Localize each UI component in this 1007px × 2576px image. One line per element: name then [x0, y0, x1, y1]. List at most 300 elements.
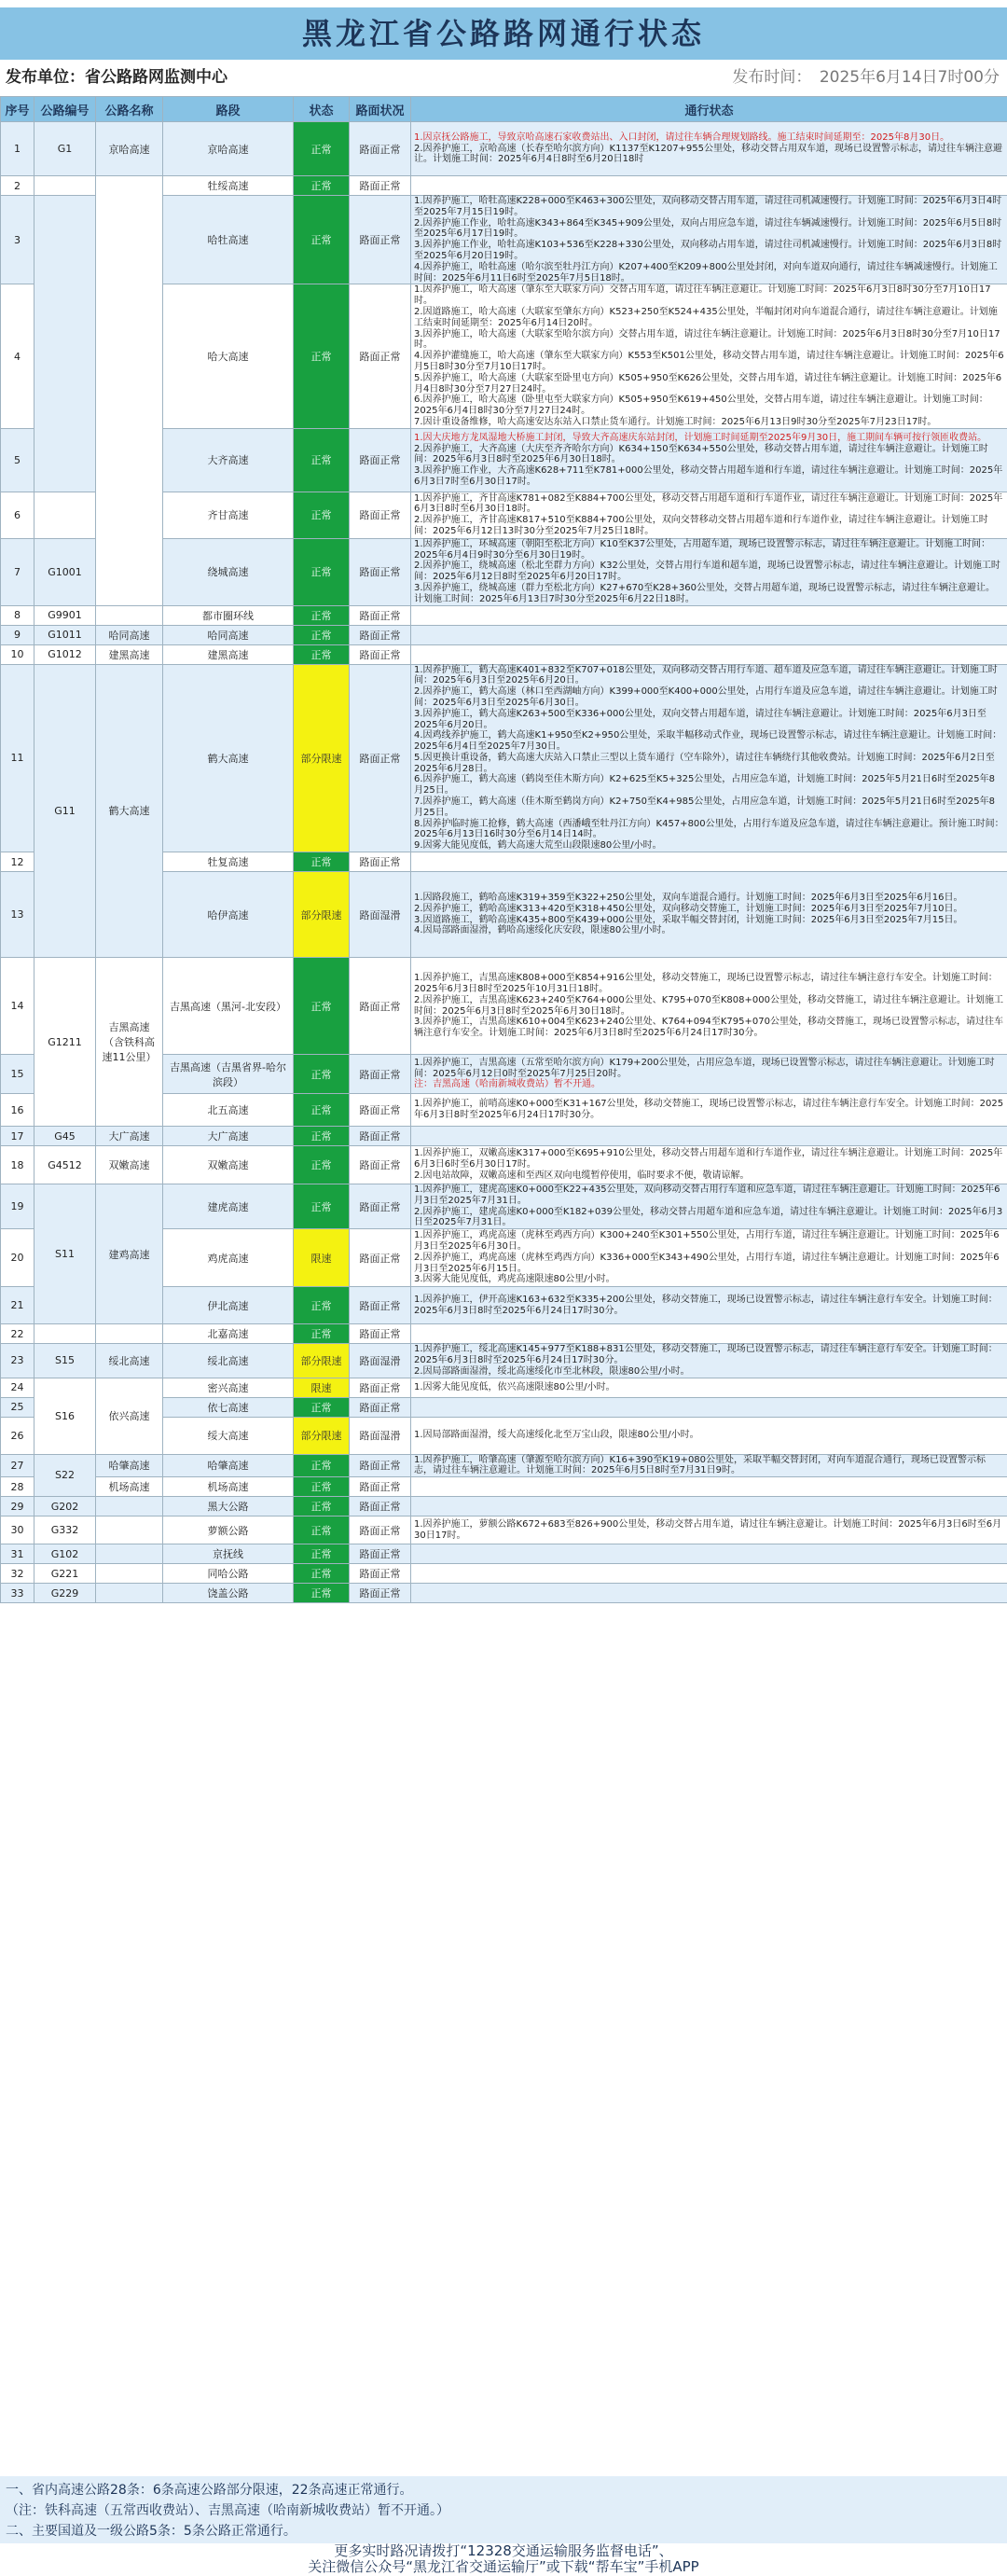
- road-section: 北嘉高速: [163, 1324, 294, 1344]
- road-condition: 路面正常: [350, 1497, 411, 1517]
- road-section: 都市圈环线: [163, 605, 294, 625]
- status-badge: 正常: [294, 1497, 350, 1517]
- info-line: 1.因养护施工，吉黑高速（五常至哈尔滨方向）K179+200公里处，占用应急车道，现场已设置警示标志，请过往车辆注意避让。计划施工时间：2025年6月12日0时至2025年7月25日20时。: [414, 1057, 995, 1079]
- status-badge: 正常: [294, 644, 350, 664]
- status-badge: 正常: [294, 196, 350, 284]
- header-no: 序号: [1, 97, 34, 122]
- road-name: [96, 1544, 163, 1564]
- status-badge: 正常: [294, 176, 350, 196]
- road-section: 哈肇高速: [163, 1454, 294, 1477]
- road-name: [96, 1324, 163, 1344]
- road-condition: 路面正常: [350, 1094, 411, 1127]
- table-header-row: [1, 97, 1007, 122]
- road-code: G202: [34, 1497, 96, 1517]
- table-row: [1, 605, 1007, 625]
- status-badge: 正常: [294, 1146, 350, 1184]
- road-name: 机场高速: [96, 1477, 163, 1497]
- table-body: [1, 122, 1007, 1603]
- road-code: G332: [34, 1517, 96, 1544]
- info-line: 5.因养护施工，哈大高速（大联家至卧里屯方向）K505+950至K626公里处，交替占用车道，请过往车辆注意避让。计划施工时间：2025年6月4日8时30分至7月27日24时。: [414, 372, 1002, 395]
- status-badge: 正常: [294, 1397, 350, 1417]
- table-row: [1, 1544, 1007, 1564]
- info-line: 2.因养护施工，齐甘高速K817+510至K884+700公里处，双向交替移动交替占用超车道和行车道作业，请过往车辆注意避让。计划施工时间：2025年6月12日13时30分至2025年7月25日18时。: [414, 515, 988, 537]
- road-condition: 路面湿滑: [350, 872, 411, 958]
- info-line: 3.因养护施工，吉黑高速K610+004至K623+240公里处、K764+094至K795+070公里处，移动交替施工，现场已设置警示标志，请过往车辆注意行车安全。计划施工时间：2025年6月3日8时至2025年6月24日17时30分。: [414, 1017, 1003, 1039]
- row-number: 15: [1, 1055, 34, 1094]
- row-number: 12: [1, 852, 34, 872]
- status-badge: 正常: [294, 538, 350, 605]
- status-badge: 正常: [294, 605, 350, 625]
- road-condition: 路面正常: [350, 625, 411, 644]
- row-number: 27: [1, 1454, 34, 1477]
- info-line: 1.因养护施工，齐甘高速K781+082至K884+700公里处，移动交替占用超车道和行车道作业，请过往车辆注意避让。计划施工时间：2025年6月3日8时至6月30日18时。: [414, 492, 1003, 515]
- status-badge: 正常: [294, 1477, 350, 1497]
- road-section: 萝额公路: [163, 1517, 294, 1544]
- traffic-info: [411, 492, 1007, 538]
- info-line: 1.因养护施工，哈肇高速（肇源至哈尔滨方向）K16+390至K19+080公里处，采取半幅交替封闭，对向车道混合通行，现场已设置警示标志，请过往车辆注意避让。计划施工时间：2025年6月5日8时至7月31日9时。: [414, 1454, 986, 1476]
- row-number: 7: [1, 538, 34, 605]
- status-badge: 部分限速: [294, 1344, 350, 1378]
- header-condition: 路面状况: [350, 97, 411, 122]
- road-code: G1211: [34, 958, 96, 1127]
- traffic-info: [411, 1477, 1007, 1497]
- status-badge: 正常: [294, 1564, 350, 1584]
- road-condition: 路面正常: [350, 1454, 411, 1477]
- traffic-info: [411, 1055, 1007, 1094]
- table-row: [1, 958, 1007, 1055]
- info-line: 2.因养护施工，鹤大高速（林口至西湖岫方向）K399+000至K400+000公里处，占用行车道及应急车道，请过往车辆注意避让。计划施工时间：2025年6月3日至2025年6月30日。: [414, 686, 998, 708]
- status-badge: 部分限速: [294, 1417, 350, 1454]
- road-code: [34, 176, 96, 196]
- summary-line: 二、主要国道及一级公路5条：5条公路正常通行。: [6, 2524, 297, 2539]
- traffic-info: [411, 1564, 1007, 1584]
- info-line: 1.因养护施工，绥北高速K145+977至K188+831公里处，移动交替施工，现场已设置警示标志，请过往车辆注意行车安全。计划施工时间：2025年6月3日8时至2025年6月24日17时30分。: [414, 1344, 998, 1366]
- traffic-info: [411, 196, 1007, 284]
- table-row: [1, 1584, 1007, 1603]
- header-info: 通行状态: [411, 97, 1007, 122]
- traffic-info: [411, 538, 1007, 605]
- row-number: 23: [1, 1344, 34, 1378]
- road-code: S15: [34, 1344, 96, 1378]
- info-line: 1.因养护施工，吉黑高速K808+000至K854+916公里处，移动交替施工，现场已设置警示标志，请过往车辆注意行车安全。计划施工时间：2025年6月3日8时至2025年10月31日18时。: [414, 973, 998, 994]
- header-code: 公路编号: [34, 97, 96, 122]
- header-status: 状态: [294, 97, 350, 122]
- summary-panel: [0, 2476, 1007, 2576]
- row-number: 26: [1, 1417, 34, 1454]
- road-section: 密兴高速: [163, 1378, 294, 1397]
- row-number: 4: [1, 284, 34, 428]
- road-name: 建黑高速: [96, 644, 163, 664]
- status-badge: 正常: [294, 122, 350, 176]
- status-badge: 正常: [294, 1184, 350, 1229]
- road-name: 绥北高速: [96, 1344, 163, 1378]
- road-section: 哈牡高速: [163, 196, 294, 284]
- row-number: 18: [1, 1146, 34, 1184]
- traffic-info: [411, 1454, 1007, 1477]
- status-badge: 正常: [294, 852, 350, 872]
- row-number: 24: [1, 1378, 34, 1397]
- status-badge: 正常: [294, 1517, 350, 1544]
- row-number: 32: [1, 1564, 34, 1584]
- road-condition: 路面正常: [350, 1477, 411, 1497]
- publish-time: 发布时间： 2025年6月14日7时00分: [732, 68, 1000, 87]
- status-badge: 正常: [294, 1094, 350, 1127]
- table-row: [1, 1477, 1007, 1497]
- road-condition: 路面正常: [350, 1127, 411, 1146]
- road-section: 双嫩高速: [163, 1146, 294, 1184]
- table-row: [1, 1146, 1007, 1184]
- status-badge: 正常: [294, 1584, 350, 1603]
- road-condition: 路面正常: [350, 1378, 411, 1397]
- traffic-info: [411, 1094, 1007, 1127]
- table-row: [1, 1378, 1007, 1397]
- info-line: 1.因养护施工，前哨高速K0+000至K31+167公里处，移动交替施工，现场已设置警示标志，请过往车辆注意行车安全。计划施工时间：2025年6月3日8时至2025年6月24日17时30分。: [414, 1099, 1004, 1121]
- info-line: 1.因养护施工，伊开高速K163+632至K335+200公里处，移动交替施工，现场已设置警示标志，请过往车辆注意行车安全。计划施工时间：2025年6月3日8时至2025年6月24日17时30分。: [414, 1294, 998, 1316]
- info-line: 2.因养护施工，绕城高速（松北至群力方向）K32公里处，交替占用行车道和超车道，现场已设置警示标志，请过往车辆注意避让。计划施工时间：2025年6月12日8时至2025年6月20日17时。: [414, 561, 1000, 583]
- road-code: G11: [34, 664, 96, 958]
- row-number: 29: [1, 1497, 34, 1517]
- row-number: 9: [1, 625, 34, 644]
- traffic-info: [411, 644, 1007, 664]
- road-code: S11: [34, 1184, 96, 1324]
- info-line: 1.因雾大能见度低，依兴高速限速80公里/小时。: [414, 1381, 615, 1392]
- info-line: 4.因局部路面湿滑，鹤哈高速绥化庆安段，限速80公里/小时。: [414, 925, 671, 936]
- header-name: 公路名称: [96, 97, 163, 122]
- row-number: 6: [1, 492, 34, 538]
- road-section: 绕城高速: [163, 538, 294, 605]
- traffic-info: [411, 958, 1007, 1055]
- info-line: 2.因养护施工，京哈高速（长春至哈尔滨方向）K1137至K1207+955公里处，移动交替占用双车道，现场已设置警示标志，请过往车辆注意避让。计划施工时间：2025年6月4日8时至6月20日18时: [414, 143, 1003, 165]
- info-line: 2.因养护施工，鸡虎高速（虎林至鸡西方向）K336+000至K343+490公里处，占用行车道，请过往车辆注意避让。计划施工时间：2025年6月3日至2025年6月15日。: [414, 1252, 1000, 1274]
- road-code: [34, 1324, 96, 1344]
- road-section: 牡复高速: [163, 852, 294, 872]
- road-name: [96, 1497, 163, 1517]
- traffic-info: [411, 284, 1007, 428]
- status-badge: 正常: [294, 1454, 350, 1477]
- info-line: 3.因雾大能见度低，鸡虎高速限速80公里/小时。: [414, 1274, 615, 1285]
- road-section: 大齐高速: [163, 428, 294, 492]
- road-code: G229: [34, 1584, 96, 1603]
- road-section: 绥北高速: [163, 1344, 294, 1378]
- row-number: 19: [1, 1184, 34, 1229]
- road-name: [96, 1584, 163, 1603]
- table-row: [1, 1344, 1007, 1378]
- info-line: 1.因养护施工，建虎高速K0+000至K22+435公里处，双向移动交替占用行车道和应急车道，请过往车辆注意避让。计划施工时间：2025年6月3日至2025年7月31日。: [414, 1184, 1000, 1206]
- info-line: 1.因养护施工，环城高速（朝阳至松北方向）K10至K37公里处，占用超车道，现场已设置警示标志，请过往车辆注意避让。计划施工时间：2025年6月4日9时30分至6月30日19时。: [414, 538, 991, 561]
- info-line: 6.因养护施工，鹤大高速（鹤岗至佳木斯方向）K2+625至K5+325公里处，占用应急车道，计划施工时间：2025年5月21日6时至2025年8月25日。: [414, 774, 996, 796]
- road-code: G102: [34, 1544, 96, 1564]
- info-line: 2.因养护施工作业，哈牡高速K343+864至K345+909公里处，双向占用应急车道，请过往车辆减速慢行。计划施工时间：2025年6月5日8时至2025年6月17日19时。: [414, 217, 1002, 240]
- table-row: [1, 664, 1007, 852]
- road-code: G1: [34, 122, 96, 176]
- status-badge: 限速: [294, 1229, 350, 1287]
- info-line: 1.因养护施工，哈大高速（肇东至大联家方向）交替占用车道，请过往车辆注意避让。计划施工时间：2025年6月3日8时30分至7月10日17时。: [414, 284, 991, 307]
- footer: [0, 2543, 1007, 2576]
- road-code: S22: [34, 1454, 96, 1497]
- info-line: 3.因养护施工，哈大高速（大联家至哈尔滨方向）交替占用车道，请过往车辆注意避让。计划施工时间：2025年6月3日8时30分至7月10日17时。: [414, 328, 1000, 351]
- status-badge: 正常: [294, 1287, 350, 1324]
- table-row: [1, 1454, 1007, 1477]
- road-code: G4512: [34, 1146, 96, 1184]
- traffic-info: [411, 1146, 1007, 1184]
- info-line: 1.因养护施工，鸡虎高速（虎林至鸡西方向）K300+240至K301+550公里处，占用行车道，请过往车辆注意避让。计划施工时间：2025年6月3日至2025年6月30日。: [414, 1230, 1000, 1253]
- road-condition: 路面正常: [350, 1229, 411, 1287]
- road-condition: 路面正常: [350, 1564, 411, 1584]
- road-name: [96, 176, 163, 606]
- road-name: [96, 1564, 163, 1584]
- status-badge: 正常: [294, 1055, 350, 1094]
- road-condition: 路面正常: [350, 1324, 411, 1344]
- info-line: 1.因局部路面湿滑，绥大高速绥化北至万宝山段，限速80公里/小时。: [414, 1430, 699, 1441]
- traffic-info: [411, 625, 1007, 644]
- road-code: G45: [34, 1127, 96, 1146]
- header-section: 路段: [163, 97, 294, 122]
- table-row: [1, 1564, 1007, 1584]
- publish-info-row: [0, 62, 1007, 93]
- road-condition: 路面正常: [350, 664, 411, 852]
- traffic-info: [411, 1497, 1007, 1517]
- summary-note: （注：铁科高速（五常西收费站）、吉黑高速（哈南新城收费站）暂不开通。）: [6, 2503, 449, 2518]
- road-condition: 路面正常: [350, 1184, 411, 1229]
- info-line: 4.因养护灌缝施工，哈大高速（肇东至大联家方向）K553至K501公里处，移动交替占用车道，请过往车辆注意避让。计划施工时间：2025年6月5日8时30分至7月10日17时。: [414, 351, 1004, 372]
- info-line: 2.因养护施工，吉黑高速K623+240至K764+000公里处、K795+070至K808+000公里处，移动交替施工，请过往车辆注意避让。计划施工时间：2025年6月3日8时至2025年6月30日18时。: [414, 994, 1003, 1017]
- road-section: 吉黑高速（黑河-北安段）: [163, 958, 294, 1055]
- row-number: 25: [1, 1397, 34, 1417]
- info-line: 2.因养护施工，建虎高速K0+000至K182+039公里处，移动交替占用超车道和应急车道，请过往车辆注意避让。计划施工时间：2025年6月3日至2025年7月31日。: [414, 1206, 1003, 1228]
- row-number: 30: [1, 1517, 34, 1544]
- traffic-info: [411, 176, 1007, 196]
- traffic-info: [411, 1287, 1007, 1324]
- road-section: 依七高速: [163, 1397, 294, 1417]
- table-row: [1, 1497, 1007, 1517]
- road-name: 大广高速: [96, 1127, 163, 1146]
- info-line: 1.因大庆地方龙凤湿地大桥施工封闭，导致大齐高速庆东站封闭，计划施工时间延期至2025年9月30日，施工期间车辆可按行领匝收费站。: [414, 432, 987, 443]
- info-line: 1.因养护施工，哈牡高速K228+000至K463+300公里处，双向移动交替占用车道，请过往司机减速慢行。计划施工时间：2025年6月3日4时至2025年7月15日19时。: [414, 196, 1002, 217]
- road-section: 齐甘高速: [163, 492, 294, 538]
- road-section: 鸡虎高速: [163, 1229, 294, 1287]
- road-name: [96, 605, 163, 625]
- traffic-info: [411, 1544, 1007, 1564]
- traffic-info: [411, 428, 1007, 492]
- road-name: 吉黑高速（含铁科高速11公里）: [96, 958, 163, 1127]
- road-section: 黑大公路: [163, 1497, 294, 1517]
- row-number: 17: [1, 1127, 34, 1146]
- road-status-table: [0, 96, 1007, 1603]
- traffic-info: [411, 872, 1007, 958]
- footer-line-1: 更多实时路况请拨打“12328交通运输服务监督电话”、: [334, 2542, 673, 2559]
- info-line: 3.因养护施工作业，大齐高速K628+711至K781+000公里处，移动交替占用超车道和行车道，请过往车辆注意避让。计划施工时间：2025年6月3日7时至6月30日17时。: [414, 465, 1003, 487]
- row-number: 16: [1, 1094, 34, 1127]
- road-name: 建鸡高速: [96, 1184, 163, 1324]
- road-section: 同哈公路: [163, 1564, 294, 1584]
- road-condition: 路面正常: [350, 538, 411, 605]
- road-condition: 路面正常: [350, 605, 411, 625]
- row-number: 28: [1, 1477, 34, 1497]
- road-name: 双嫩高速: [96, 1146, 163, 1184]
- info-line: 4.因鸡线养护施工，鹤大高速K1+950至K2+950公里处，采取半幅移动式作业，现场已设置警示标志，请过往车辆注意避让。计划施工时间：2025年6月4日至2025年7月30日。: [414, 730, 1002, 753]
- road-condition: 路面正常: [350, 428, 411, 492]
- road-code: G1012: [34, 644, 96, 664]
- info-line: 5.因更换计重设备，鹤大高速大庆站入口禁止三型以上货车通行（空车除外），请过往车辆绕行其他收费站。计划施工时间：2025年6月2日至2025年6月28日。: [414, 752, 995, 774]
- road-section: 建黑高速: [163, 644, 294, 664]
- road-section: 伊北高速: [163, 1287, 294, 1324]
- info-line: 7.因养护施工，鹤大高速（佳木斯至鹤岗方向）K2+750至K4+985公里处，占用应急车道，计划施工时间：2025年5月21日6时至2025年8月25日。: [414, 796, 996, 818]
- table-row: [1, 122, 1007, 176]
- road-section: 鹤大高速: [163, 664, 294, 852]
- road-condition: 路面湿滑: [350, 1417, 411, 1454]
- status-badge: 正常: [294, 492, 350, 538]
- table-row: [1, 1127, 1007, 1146]
- road-name: 京哈高速: [96, 122, 163, 176]
- info-line: 1.因养护施工，鹤大高速K401+832至K707+018公里处，双向移动交替占用行车道、超车道及应急车道，请过往车辆注意避让。计划施工时间：2025年6月3日至2025年6月20日。: [414, 664, 998, 686]
- info-line: 2.因养护施工，鹤哈高速K313+420至K318+450公里处，双向移动交替施工，计划施工时间：2025年6月3日至2025年7月10日。: [414, 903, 963, 914]
- info-line: 4.因养护施工，哈牡高速（哈尔滨至牡丹江方向）K207+400至K209+800公里处封闭，对向车道双向通行，请过往车辆减速慢行。计划施工时间：2025年6月11日6时至2025年7月5日18时。: [414, 261, 998, 284]
- road-name: 鹤大高速: [96, 664, 163, 958]
- table-row: [1, 625, 1007, 644]
- status-badge: 限速: [294, 1378, 350, 1397]
- road-section: 机场高速: [163, 1477, 294, 1497]
- road-condition: 路面正常: [350, 644, 411, 664]
- road-condition: 路面正常: [350, 1287, 411, 1324]
- road-condition: 路面正常: [350, 492, 411, 538]
- table-row: [1, 1517, 1007, 1544]
- row-number: 1: [1, 122, 34, 176]
- footer-line-2: 关注微信公众号“黑龙江省交通运输厅”或下载“帮车宝”手机APP: [308, 2558, 699, 2575]
- road-section: 饶盖公路: [163, 1584, 294, 1603]
- road-condition: 路面正常: [350, 284, 411, 428]
- row-number: 8: [1, 605, 34, 625]
- table-row: [1, 1184, 1007, 1229]
- summary-line: 一、省内高速公路28条：6条高速公路部分限速，22条高速正常通行。: [6, 2483, 413, 2498]
- road-name: [96, 1517, 163, 1544]
- info-line: 2.因局部路面湿滑，绥北高速绥化市至北林段，限速80公里/小时。: [414, 1365, 690, 1377]
- traffic-info: [411, 1184, 1007, 1229]
- road-name: 哈肇高速: [96, 1454, 163, 1477]
- traffic-info: [411, 1127, 1007, 1146]
- row-number: 2: [1, 176, 34, 196]
- road-code: S16: [34, 1378, 96, 1454]
- road-condition: 路面湿滑: [350, 1344, 411, 1378]
- traffic-info: [411, 1417, 1007, 1454]
- info-line: 1.因养护施工，萝额公路K672+683至826+900公里处，移动交替占用车道，请过往车辆注意避让。计划施工时间：2025年6月3日6时至6月30日17时。: [414, 1518, 1002, 1541]
- road-condition: 路面正常: [350, 1146, 411, 1184]
- road-section: 吉黑高速（吉黑省界-哈尔滨段）: [163, 1055, 294, 1094]
- status-badge: 正常: [294, 625, 350, 644]
- publisher: 发布单位：省公路路网监测中心: [6, 68, 228, 87]
- road-condition: 路面正常: [350, 196, 411, 284]
- info-line: 3.因道路施工，鹤哈高速K435+800至K439+000公里处，采取半幅交替封闭，计划施工时间：2025年6月3日至2025年7月15日。: [414, 914, 963, 925]
- row-number: 31: [1, 1544, 34, 1564]
- row-number: 22: [1, 1324, 34, 1344]
- row-number: 5: [1, 428, 34, 492]
- info-line: 3.因养护施工作业，哈牡高速K103+536至K228+330公里处，双向移动占用车道，请过往司机减速慢行。计划施工时间：2025年6月3日8时至2025年6月20日19时。: [414, 240, 1002, 261]
- row-number: 3: [1, 196, 34, 284]
- info-line: 2.因电站故障，双嫩高速和至西区双向电缆暂停使用，临时要求不便，敬请谅解。: [414, 1170, 750, 1181]
- row-number: 33: [1, 1584, 34, 1603]
- page-title: 黑龙江省公路路网通行状态: [0, 7, 1007, 60]
- info-line: 7.因计重设备维修，哈大高速安达东站入口禁止货车通行。计划施工时间：2025年6月13日9时30分至2025年7月23日17时。: [414, 416, 937, 427]
- status-badge: 正常: [294, 284, 350, 428]
- road-condition: 路面正常: [350, 1055, 411, 1094]
- traffic-info: [411, 1378, 1007, 1397]
- status-badge: 正常: [294, 1324, 350, 1344]
- traffic-info: [411, 1324, 1007, 1344]
- row-number: 14: [1, 958, 34, 1055]
- road-code: G221: [34, 1564, 96, 1584]
- road-section: 绥大高速: [163, 1417, 294, 1454]
- traffic-info: [411, 664, 1007, 852]
- road-section: 哈同高速: [163, 625, 294, 644]
- info-line: 1.因养护施工，双嫩高速K317+000至K695+910公里处，移动交替占用超车道和行车道作业，请过往车辆注意避让。计划施工时间：2025年6月3日6时至6月30日17时。: [414, 1148, 1003, 1170]
- traffic-info: [411, 605, 1007, 625]
- status-badge: 正常: [294, 1544, 350, 1564]
- road-condition: 路面正常: [350, 1584, 411, 1603]
- status-badge: 部分限速: [294, 872, 350, 958]
- row-number: 11: [1, 664, 34, 852]
- info-line: 2.因养护施工，大齐高速（大庆至齐齐哈尔方向）K634+150至K634+550公里处，移动交替占用车道，请过往车辆注意避让。计划施工时间：2025年6月3日8时至2025年6月30日18时。: [414, 443, 988, 465]
- status-badge: 正常: [294, 958, 350, 1055]
- road-code: G1001: [34, 538, 96, 605]
- table-row: [1, 1324, 1007, 1344]
- traffic-info: [411, 122, 1007, 176]
- road-code: [34, 196, 96, 492]
- road-code: G1011: [34, 625, 96, 644]
- traffic-info: [411, 1397, 1007, 1417]
- road-condition: 路面正常: [350, 958, 411, 1055]
- info-line: 8.因养护临时施工抢修，鹤大高速（西潘峨至牡丹江方向）K457+800公里处，占用行车道及应急车道，请过往车辆注意避让。预计施工时间：2025年6月13日16时30分至6月14日14时。: [414, 818, 1004, 840]
- road-condition: 路面正常: [350, 122, 411, 176]
- road-name: 哈同高速: [96, 625, 163, 644]
- road-section: 建虎高速: [163, 1184, 294, 1229]
- table-row: [1, 176, 1007, 196]
- traffic-info: [411, 1344, 1007, 1378]
- road-condition: 路面正常: [350, 1544, 411, 1564]
- road-section: 哈大高速: [163, 284, 294, 428]
- road-condition: 路面正常: [350, 1397, 411, 1417]
- status-badge: 部分限速: [294, 664, 350, 852]
- status-badge: 正常: [294, 1127, 350, 1146]
- info-line: 3.因养护施工，绕城高速（群力至松北方向）K27+670至K28+360公里处，交替占用超车道，现场已设置警示标志，请过往车辆注意避让。计划施工时间：2025年6月13日7时30分至2025年6月22日18时。: [414, 582, 996, 604]
- road-section: 大广高速: [163, 1127, 294, 1146]
- road-section: 牡绥高速: [163, 176, 294, 196]
- info-line: 9.因雾大能见度低，鹤大高速大荒至山段限速80公里/小时。: [414, 840, 662, 852]
- info-line: 注：吉黑高速（哈南新城收费站）暂不开通。: [414, 1079, 600, 1090]
- info-line: 1.因京抚公路施工，导致京哈高速石家收费站出、入口封闭，请过往车辆合理规划路线。施工结束时间延期至：2025年8月30日。: [414, 132, 950, 143]
- table-row: [1, 644, 1007, 664]
- road-condition: 路面正常: [350, 176, 411, 196]
- info-line: 1.因路段施工，鹤哈高速K319+359至K322+250公里处，双向车道混合通行。计划施工时间：2025年6月3日至2025年6月16日。: [414, 892, 963, 903]
- info-line: 2.因道路施工，哈大高速（大联家至肇东方向）K523+250至K524+435公里处，半幅封闭对向车道混合通行，请过往车辆注意避让。计划施工结束时间延期至：2025年6月14日20时。: [414, 306, 998, 328]
- road-section: 哈伊高速: [163, 872, 294, 958]
- road-name: 依兴高速: [96, 1378, 163, 1454]
- traffic-info: [411, 1584, 1007, 1603]
- traffic-info: [411, 1229, 1007, 1287]
- row-number: 20: [1, 1229, 34, 1287]
- road-code: [34, 492, 96, 538]
- road-condition: 路面正常: [350, 852, 411, 872]
- row-number: 10: [1, 644, 34, 664]
- row-number: 21: [1, 1287, 34, 1324]
- row-number: 13: [1, 872, 34, 958]
- road-section: 京哈高速: [163, 122, 294, 176]
- road-condition: 路面正常: [350, 1517, 411, 1544]
- road-code: G9901: [34, 605, 96, 625]
- road-section: 京抚线: [163, 1544, 294, 1564]
- traffic-info: [411, 852, 1007, 872]
- info-line: 6.因养护施工，哈大高速（卧里屯至大联家方向）K505+950至K619+450公里处，交替占用车道，请过往车辆注意避让。计划施工时间：2025年6月4日8时30分至7月27日24时。: [414, 395, 988, 417]
- road-section: 北五高速: [163, 1094, 294, 1127]
- traffic-info: [411, 1517, 1007, 1544]
